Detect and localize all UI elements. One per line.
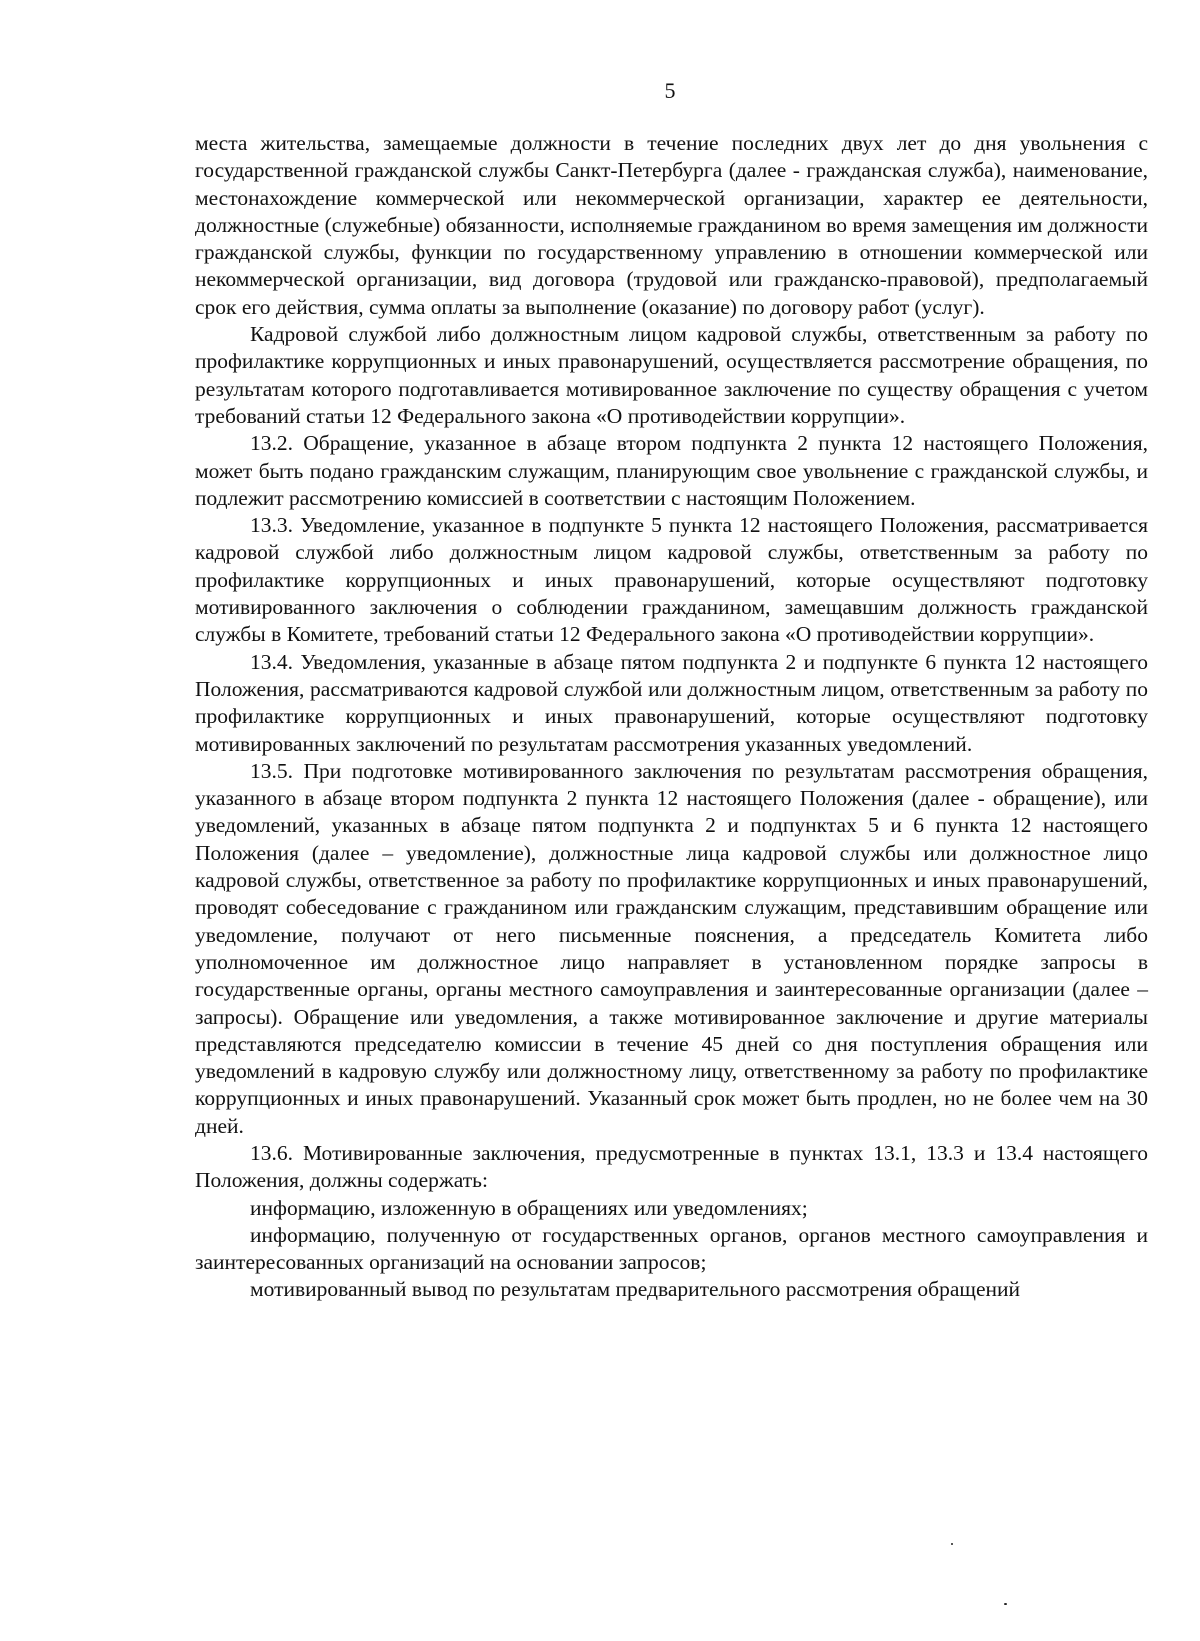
list-item-received-information: информацию, полученную от государственных органов, органов местного самоуправления и заинтересованных организаций на основании запросов; bbox=[195, 1222, 1148, 1275]
paragraph-13-6: 13.6. Мотивированные заключения, предусмотренные в пунктах 13.1, 13.3 и 13.4 настоящего Положения, должны содержать: bbox=[195, 1140, 1148, 1193]
paragraph-continuation: места жительства, замещаемые должности в течение последних двух лет до дня увольнения с государственной гражданской службы Санкт-Петербурга (далее - гражданская служба), наименование, местонахождение коммерческой или некоммерческой организации, характер ее деятельности, должностные (служебные) обязанности, исполняемые гражданином во время замещения им должности гражданской службы, функции по государственному управлению в отношении коммерческой или некоммерческой организации, вид договора (трудовой или гражданско-правовой), предполагаемый срок его действия, сумма оплаты за выполнение (оказание) по договору работ (услуг). bbox=[195, 131, 1148, 319]
paragraph-13-4: 13.4. Уведомления, указанные в абзаце пятом подпункта 2 и подпункте 6 пункта 12 настоящего Положения, рассматриваются кадровой службой или должностным лицом, ответственным за работу по профилактике коррупционных и иных правонарушений, которые осуществляют подготовку мотивированных заключений по результатам рассмотрения указанных уведомлений. bbox=[195, 649, 1148, 756]
paragraph-13-5: 13.5. При подготовке мотивированного заключения по результатам рассмотрения обращения, указанного в абзаце втором подпункта 2 пункта 12 настоящего Положения (далее - обращение), или уведомлений, указанных в абзаце пятом подпункта 2 и подпунктах 5 и 6 пункта 12 настоящего Положения (далее – уведомление), должностные лица кадровой службы или должностное лицо кадровой службы, ответственное за работу по профилактике коррупционных и иных правонарушений, проводят собеседование с гражданином или гражданским служащим, представившим обращение или уведомление, получают от него письменные пояснения, а председатель Комитета либо уполномоченное им должностное лицо направляет в установленном порядке запросы в государственные органы, органы местного самоуправления и заинтересованные организации (далее – запросы). Обращение или уведомления, а также мотивированное заключение и другие материалы представляются председателю комиссии в течение 45 дней со дня поступления обращения или уведомлений в кадровую службу или должностному лицу, ответственному за работу по профилактике коррупционных и иных правонарушений. Указанный срок может быть продлен, но не более чем на 30 дней. bbox=[195, 758, 1148, 1138]
paragraph-13-2: 13.2. Обращение, указанное в абзаце втором подпункта 2 пункта 12 настоящего Положения, может быть подано гражданским служащим, планирующим свое увольнение с гражданской службы, и подлежит рассмотрению комиссией в соответствии с настоящим Положением. bbox=[195, 431, 1148, 510]
scan-speck bbox=[1004, 1603, 1007, 1605]
body-text bbox=[195, 130, 1148, 1304]
paragraph-hr-review: Кадровой службой либо должностным лицом кадровой службы, ответственным за работу по профилактике коррупционных и иных правонарушений, осуществляется рассмотрение обращения, по результатам которого подготавливается мотивированное заключение по существу обращения с учетом требований статьи 12 Федерального закона «О противодействии коррупции». bbox=[195, 322, 1148, 428]
scan-speck bbox=[951, 1543, 953, 1545]
list-item-information: информацию, изложенную в обращениях или уведомлениях; bbox=[250, 1195, 808, 1220]
paragraph-13-3: 13.3. Уведомление, указанное в подпункте 5 пункта 12 настоящего Положения, рассматривается кадровой службой либо должностным лицом кадровой службы, ответственным за работу по профилактике коррупционных и иных правонарушений, которые осуществляют подготовку мотивированного заключения о соблюдении гражданином, замещавшим должность гражданской службы в Комитете, требований статьи 12 Федерального закона «О противодействии коррупции». bbox=[195, 513, 1148, 647]
page-number: 5 bbox=[664, 78, 676, 103]
list-item-motivated-conclusion: мотивированный вывод по результатам предварительного рассмотрения обращений bbox=[250, 1277, 1021, 1302]
